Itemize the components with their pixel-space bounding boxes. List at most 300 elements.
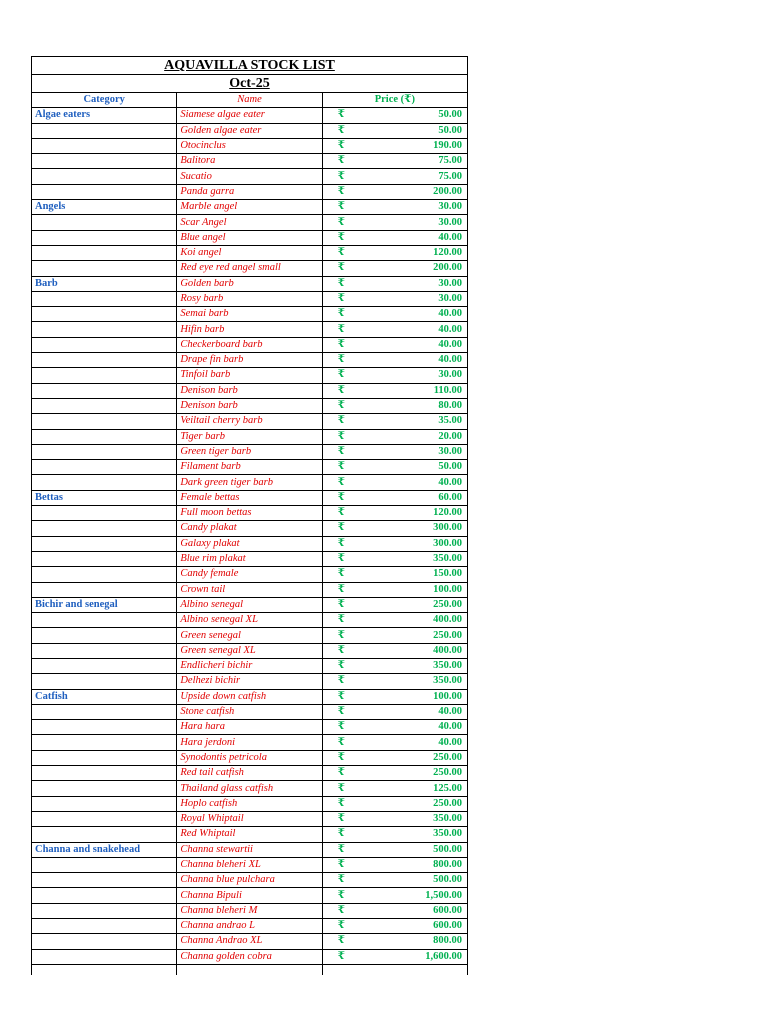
price-value: 120.00: [433, 247, 462, 259]
rupee-symbol: ₹: [337, 843, 345, 855]
rupee-symbol: ₹: [337, 644, 345, 656]
category-cell: [32, 444, 177, 459]
price-value: 350.00: [433, 660, 462, 672]
price-cell: [322, 200, 467, 215]
rupee-symbol: ₹: [337, 950, 345, 962]
category-cell: [32, 551, 177, 566]
price-cell: [322, 123, 467, 138]
price-cell: [322, 138, 467, 153]
price-value: 30.00: [438, 369, 462, 381]
price-cell: [322, 857, 467, 872]
name-cell: Panda garra: [177, 184, 322, 199]
category-cell: [32, 460, 177, 475]
price-cell: [322, 291, 467, 306]
name-cell: Thailand glass catfish: [177, 781, 322, 796]
price-value: 40.00: [438, 721, 462, 733]
rupee-symbol: ₹: [337, 231, 345, 243]
table-row: [32, 720, 468, 735]
price-cell: [322, 108, 467, 123]
category-cell: [32, 888, 177, 903]
category-cell: [32, 949, 177, 964]
category-cell: [32, 781, 177, 796]
table-row: [32, 200, 468, 215]
category-cell: [32, 337, 177, 352]
category-cell: [32, 368, 177, 383]
price-value: 40.00: [438, 231, 462, 243]
rupee-symbol: ₹: [337, 400, 345, 412]
price-cell: [322, 353, 467, 368]
rupee-symbol: ₹: [337, 736, 345, 748]
rupee-symbol: ₹: [337, 797, 345, 809]
category-cell: [32, 674, 177, 689]
category-cell: [32, 613, 177, 628]
name-cell: Green senegal: [177, 628, 322, 643]
category-cell: [32, 322, 177, 337]
rupee-symbol: ₹: [337, 721, 345, 733]
rupee-symbol: ₹: [337, 415, 345, 427]
category-cell: [32, 353, 177, 368]
sheet-date: Oct-25: [32, 75, 468, 93]
name-cell: Crown tail: [177, 582, 322, 597]
name-cell: Hoplo catfish: [177, 796, 322, 811]
table-row: [32, 949, 468, 964]
category-cell: [32, 521, 177, 536]
empty-cell: [177, 964, 322, 975]
category-cell: [32, 857, 177, 872]
price-value: 350.00: [433, 813, 462, 825]
price-cell: [322, 169, 467, 184]
rupee-symbol: ₹: [337, 614, 345, 626]
price-cell: [322, 827, 467, 842]
table-row: [32, 735, 468, 750]
price-value: 100.00: [433, 583, 462, 595]
table-row: [32, 934, 468, 949]
table-row: [32, 307, 468, 322]
price-value: 110.00: [433, 384, 462, 396]
name-cell: Red Whiptail: [177, 827, 322, 842]
price-cell: [322, 903, 467, 918]
price-value: 125.00: [433, 782, 462, 794]
price-value: 800.00: [433, 858, 462, 870]
header-category: Category: [32, 93, 177, 108]
table-row: [32, 414, 468, 429]
price-cell: [322, 460, 467, 475]
table-row: [32, 261, 468, 276]
table-row: [32, 888, 468, 903]
table-row: [32, 796, 468, 811]
price-cell: [322, 368, 467, 383]
name-cell: Red eye red angel small: [177, 261, 322, 276]
price-value: 80.00: [438, 400, 462, 412]
name-cell: Otocinclus: [177, 138, 322, 153]
stock-list-table: [31, 56, 468, 975]
price-cell: [322, 658, 467, 673]
price-cell: [322, 383, 467, 398]
price-value: 75.00: [438, 155, 462, 167]
rupee-symbol: ₹: [337, 308, 345, 320]
rupee-symbol: ₹: [337, 782, 345, 794]
table-row: [32, 398, 468, 413]
category-cell: Bettas: [32, 490, 177, 505]
rupee-symbol: ₹: [337, 369, 345, 381]
rupee-symbol: ₹: [337, 706, 345, 718]
price-cell: [322, 506, 467, 521]
name-cell: Koi angel: [177, 245, 322, 260]
price-value: 350.00: [433, 828, 462, 840]
category-cell: [32, 643, 177, 658]
category-cell: [32, 245, 177, 260]
price-value: 500.00: [433, 843, 462, 855]
category-cell: [32, 291, 177, 306]
table-row: [32, 138, 468, 153]
category-cell: [32, 750, 177, 765]
name-cell: Channa stewartii: [177, 842, 322, 857]
name-cell: Channa bleheri M: [177, 903, 322, 918]
category-cell: [32, 704, 177, 719]
price-cell: [322, 429, 467, 444]
price-value: 50.00: [438, 109, 462, 121]
price-value: 30.00: [438, 216, 462, 228]
name-cell: Veiltail cherry barb: [177, 414, 322, 429]
price-cell: [322, 414, 467, 429]
name-cell: Hara jerdoni: [177, 735, 322, 750]
name-cell: Channa golden cobra: [177, 949, 322, 964]
table-row: [32, 658, 468, 673]
rupee-symbol: ₹: [337, 813, 345, 825]
price-cell: [322, 750, 467, 765]
price-value: 200.00: [433, 262, 462, 274]
rupee-symbol: ₹: [337, 629, 345, 641]
name-cell: Golden algae eater: [177, 123, 322, 138]
price-cell: [322, 475, 467, 490]
table-row: [32, 322, 468, 337]
price-cell: [322, 796, 467, 811]
name-cell: Semai barb: [177, 307, 322, 322]
rupee-symbol: ₹: [337, 751, 345, 763]
category-cell: [32, 811, 177, 826]
header-name: Name: [177, 93, 322, 108]
rupee-symbol: ₹: [337, 583, 345, 595]
rupee-symbol: ₹: [337, 201, 345, 213]
rupee-symbol: ₹: [337, 507, 345, 519]
table-row: [32, 368, 468, 383]
name-cell: Drape fin barb: [177, 353, 322, 368]
rupee-symbol: ₹: [337, 675, 345, 687]
rupee-symbol: ₹: [337, 338, 345, 350]
price-value: 800.00: [433, 935, 462, 947]
name-cell: Channa andrao L: [177, 919, 322, 934]
price-value: 60.00: [438, 491, 462, 503]
rupee-symbol: ₹: [337, 323, 345, 335]
rupee-symbol: ₹: [337, 553, 345, 565]
price-value: 40.00: [438, 476, 462, 488]
table-row: [32, 215, 468, 230]
rupee-symbol: ₹: [337, 461, 345, 473]
table-row: [32, 582, 468, 597]
table-row: [32, 506, 468, 521]
name-cell: Golden barb: [177, 276, 322, 291]
table-row: [32, 123, 468, 138]
name-cell: Hara hara: [177, 720, 322, 735]
price-value: 600.00: [433, 904, 462, 916]
table-row: [32, 551, 468, 566]
category-cell: [32, 475, 177, 490]
rupee-symbol: ₹: [337, 277, 345, 289]
title-row: [32, 57, 468, 75]
table-row: [32, 230, 468, 245]
name-cell: Tinfoil barb: [177, 368, 322, 383]
price-value: 50.00: [438, 461, 462, 473]
table-row: [32, 689, 468, 704]
category-cell: [32, 582, 177, 597]
price-value: 250.00: [433, 767, 462, 779]
rupee-symbol: ₹: [337, 124, 345, 136]
name-cell: Scar Angel: [177, 215, 322, 230]
category-cell: [32, 735, 177, 750]
table-row: [32, 704, 468, 719]
rupee-symbol: ₹: [337, 185, 345, 197]
rupee-symbol: ₹: [337, 598, 345, 610]
category-cell: [32, 873, 177, 888]
category-cell: Bichir and senegal: [32, 597, 177, 612]
price-cell: [322, 674, 467, 689]
price-cell: [322, 215, 467, 230]
rupee-symbol: ₹: [337, 293, 345, 304]
price-value: 190.00: [433, 140, 462, 152]
category-cell: [32, 536, 177, 551]
table-row: [32, 429, 468, 444]
name-cell: Albino senegal XL: [177, 613, 322, 628]
rupee-symbol: ₹: [337, 445, 345, 457]
name-cell: Delhezi bichir: [177, 674, 322, 689]
header-row: [32, 93, 468, 108]
price-cell: [322, 873, 467, 888]
table-row: [32, 169, 468, 184]
price-value: 400.00: [433, 614, 462, 626]
table-row: [32, 490, 468, 505]
table-row: [32, 521, 468, 536]
name-cell: Green senegal XL: [177, 643, 322, 658]
category-cell: Algae eaters: [32, 108, 177, 123]
category-cell: Barb: [32, 276, 177, 291]
category-cell: [32, 658, 177, 673]
table-row: [32, 781, 468, 796]
name-cell: Balitora: [177, 154, 322, 169]
table-row: [32, 903, 468, 918]
table-row: [32, 873, 468, 888]
rupee-symbol: ₹: [337, 889, 345, 901]
name-cell: Royal Whiptail: [177, 811, 322, 826]
price-value: 250.00: [433, 751, 462, 763]
rupee-symbol: ₹: [337, 384, 345, 396]
price-cell: [322, 307, 467, 322]
price-value: 250.00: [433, 797, 462, 809]
price-cell: [322, 261, 467, 276]
rupee-symbol: ₹: [337, 537, 345, 549]
price-value: 300.00: [433, 537, 462, 549]
rupee-symbol: ₹: [337, 354, 345, 366]
category-cell: [32, 919, 177, 934]
price-cell: [322, 490, 467, 505]
price-value: 30.00: [438, 445, 462, 457]
sheet-title: AQUAVILLA STOCK LIST: [32, 57, 468, 75]
rupee-symbol: ₹: [337, 920, 345, 932]
rupee-symbol: ₹: [337, 660, 345, 672]
name-cell: Stone catfish: [177, 704, 322, 719]
rupee-symbol: ₹: [337, 690, 345, 702]
table-row: [32, 108, 468, 123]
price-value: 1,500.00: [425, 889, 462, 901]
price-cell: [322, 766, 467, 781]
price-cell: [322, 154, 467, 169]
table-row: [32, 460, 468, 475]
category-cell: [32, 261, 177, 276]
header-price: Price (₹): [322, 93, 467, 108]
table-row: [32, 337, 468, 352]
category-cell: [32, 184, 177, 199]
category-cell: [32, 827, 177, 842]
price-value: 150.00: [433, 568, 462, 580]
price-cell: [322, 184, 467, 199]
name-cell: Marble angel: [177, 200, 322, 215]
name-cell: Tiger barb: [177, 429, 322, 444]
table-row: [32, 811, 468, 826]
price-cell: [322, 888, 467, 903]
category-cell: [32, 766, 177, 781]
name-cell: Candy female: [177, 567, 322, 582]
price-value: 250.00: [433, 629, 462, 641]
price-cell: [322, 781, 467, 796]
price-cell: [322, 322, 467, 337]
name-cell: Channa blue pulchara: [177, 873, 322, 888]
price-cell: [322, 643, 467, 658]
price-cell: [322, 582, 467, 597]
category-cell: [32, 215, 177, 230]
category-cell: Channa and snakehead: [32, 842, 177, 857]
name-cell: Siamese algae eater: [177, 108, 322, 123]
table-row: [32, 276, 468, 291]
price-value: 40.00: [438, 706, 462, 718]
category-cell: [32, 169, 177, 184]
category-cell: [32, 429, 177, 444]
name-cell: Full moon bettas: [177, 506, 322, 521]
name-cell: Red tail catfish: [177, 766, 322, 781]
category-cell: [32, 567, 177, 582]
table-row: [32, 567, 468, 582]
price-value: 40.00: [438, 308, 462, 320]
price-value: 40.00: [438, 338, 462, 350]
rupee-symbol: ₹: [337, 247, 345, 259]
table-row: [32, 291, 468, 306]
price-cell: [322, 811, 467, 826]
date-row: [32, 75, 468, 93]
rupee-symbol: ₹: [337, 155, 345, 167]
category-cell: Angels: [32, 200, 177, 215]
rupee-symbol: ₹: [337, 430, 345, 442]
price-cell: [322, 949, 467, 964]
empty-row: [32, 964, 468, 975]
rupee-symbol: ₹: [337, 216, 345, 228]
category-cell: [32, 154, 177, 169]
price-value: 20.00: [438, 430, 462, 442]
price-cell: [322, 337, 467, 352]
price-value: 30.00: [438, 201, 462, 213]
price-cell: [322, 628, 467, 643]
name-cell: Synodontis petricola: [177, 750, 322, 765]
price-value: 600.00: [433, 920, 462, 932]
price-value: 30.00: [438, 277, 462, 289]
name-cell: Green tiger barb: [177, 444, 322, 459]
table-row: [32, 827, 468, 842]
name-cell: Blue angel: [177, 230, 322, 245]
category-cell: [32, 138, 177, 153]
table-row: [32, 475, 468, 490]
name-cell: Galaxy plakat: [177, 536, 322, 551]
rupee-symbol: ₹: [337, 904, 345, 916]
category-cell: [32, 414, 177, 429]
rupee-symbol: ₹: [337, 874, 345, 886]
rupee-symbol: ₹: [337, 170, 345, 182]
name-cell: Channa Bipuli: [177, 888, 322, 903]
price-cell: [322, 276, 467, 291]
price-value: 350.00: [433, 553, 462, 565]
category-cell: [32, 398, 177, 413]
price-cell: [322, 735, 467, 750]
name-cell: Filament barb: [177, 460, 322, 475]
price-cell: [322, 613, 467, 628]
table-row: [32, 750, 468, 765]
table-row: [32, 919, 468, 934]
table-row: [32, 674, 468, 689]
category-cell: [32, 123, 177, 138]
price-value: 40.00: [438, 323, 462, 335]
name-cell: Hifin barb: [177, 322, 322, 337]
category-cell: [32, 903, 177, 918]
rupee-symbol: ₹: [337, 522, 345, 534]
price-value: 200.00: [433, 185, 462, 197]
name-cell: Candy plakat: [177, 521, 322, 536]
name-cell: Upside down catfish: [177, 689, 322, 704]
price-value: 100.00: [433, 690, 462, 702]
price-value: 40.00: [438, 354, 462, 366]
table-row: [32, 383, 468, 398]
name-cell: Sucatio: [177, 169, 322, 184]
rupee-symbol: ₹: [337, 568, 345, 580]
price-cell: [322, 720, 467, 735]
price-cell: [322, 567, 467, 582]
rupee-symbol: ₹: [337, 935, 345, 947]
table-row: [32, 536, 468, 551]
rupee-symbol: ₹: [337, 767, 345, 779]
rupee-symbol: ₹: [337, 828, 345, 840]
table-row: [32, 154, 468, 169]
table-row: [32, 613, 468, 628]
rupee-symbol: ₹: [337, 109, 345, 121]
price-cell: [322, 245, 467, 260]
empty-cell: [32, 964, 177, 975]
rupee-symbol: ₹: [337, 140, 345, 152]
price-cell: [322, 934, 467, 949]
category-cell: [32, 628, 177, 643]
price-value: 400.00: [433, 644, 462, 656]
price-value: 50.00: [438, 124, 462, 136]
table-row: [32, 842, 468, 857]
price-value: 30.00: [438, 293, 462, 304]
price-value: 1,600.00: [425, 950, 462, 962]
price-value: 300.00: [433, 522, 462, 534]
name-cell: Denison barb: [177, 398, 322, 413]
price-value: 350.00: [433, 675, 462, 687]
